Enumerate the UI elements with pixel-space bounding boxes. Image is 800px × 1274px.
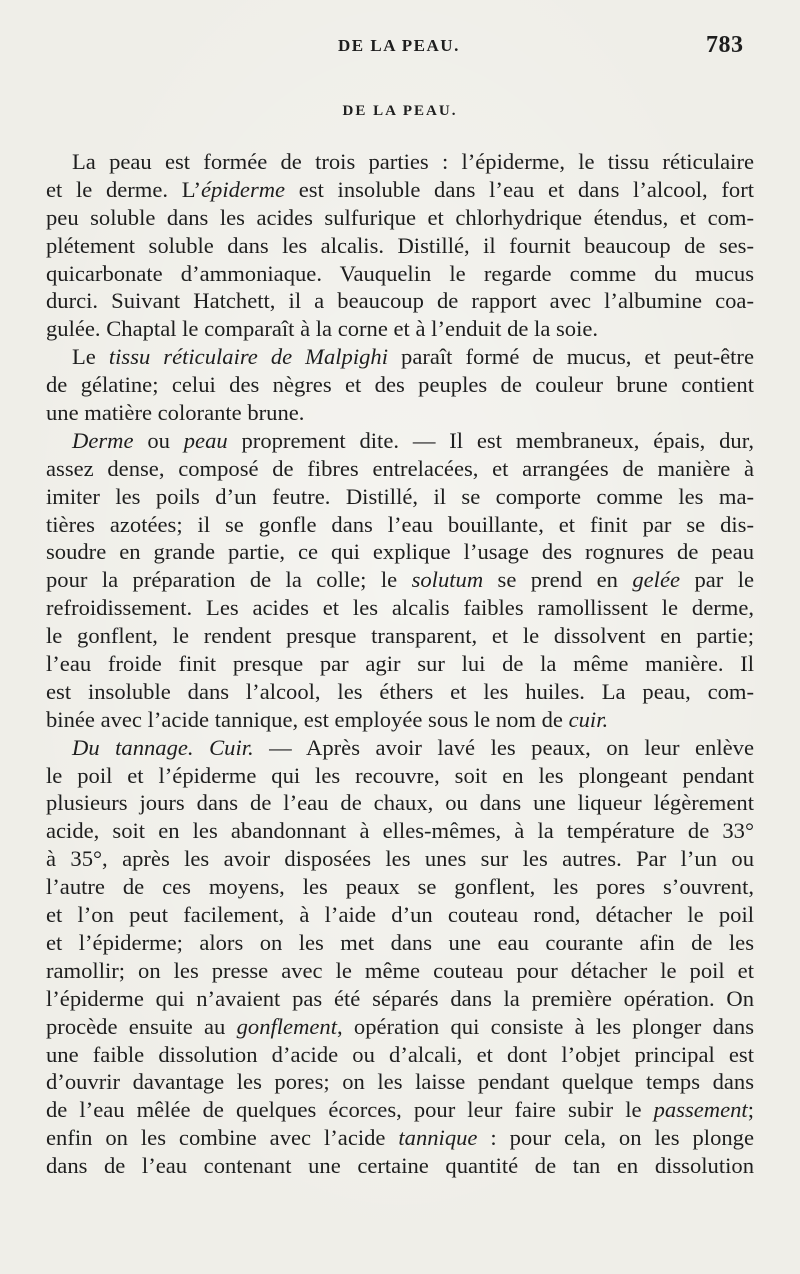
text-run: L’ (181, 176, 202, 202)
text-line (46, 287, 754, 315)
text-run: le poil et l’épiderme qui les recouvre, soit en les plongeant pendant (46, 762, 754, 788)
italic-run: Du tannage. Cuir. (72, 734, 254, 760)
text-line (46, 706, 754, 734)
text-line (46, 176, 754, 204)
text-run: : pour cela, on les plonge (477, 1125, 754, 1151)
text-line (46, 734, 754, 762)
italic-run: tissu réticulaire de Malpighi (108, 344, 389, 370)
italic-run: solutum (411, 567, 484, 593)
italic-run: gonflement (236, 1013, 337, 1039)
italic-run: peau (183, 427, 228, 453)
text-run: une faible dissolution d’acide ou d’alcali, et dont l’objet principal est (46, 1041, 754, 1067)
text-run: l’autre de ces moyens, les peaux se gonflent, les pores s’ouvrent, (46, 874, 754, 900)
text-run: par le (680, 567, 754, 593)
text-line (46, 1068, 754, 1096)
text-run: à 35°, après les avoir disposées les unes sur les autres. Par l’un ou (46, 846, 754, 872)
section-title: DE LA PEAU. (342, 103, 458, 119)
text-line (46, 315, 754, 343)
text-run: dans de l’eau contenant une certaine quantité de tan en dissolution (46, 1153, 754, 1179)
text-run: et l’épiderme; alors on les met dans une eau courante afin de les (46, 929, 754, 955)
text-run: plusieurs jours dans de l’eau de chaux, ou dans une liqueur légèrement (46, 790, 754, 816)
text-run: quicarbonate d’ammoniaque. Vauquelin le regarde comme du mucus (46, 260, 754, 286)
text-line (46, 371, 754, 399)
text-run: de l’eau mêlée de quelques écorces, pour leur faire subir le (46, 1097, 654, 1123)
text-run: plétement soluble dans les alcalis. Distillé, il fournit beaucoup de ses- (46, 232, 754, 258)
text-run: imiter les poils d’un feutre. Distillé, il se comporte comme les ma- (46, 483, 754, 509)
text-run: l’eau froide finit presque par agir sur lui de la même manière. Il (46, 651, 754, 677)
text-line (46, 343, 754, 371)
text-run: une matière colorante brune. (46, 400, 305, 426)
text-run: l’épiderme qui n’avaient pas été séparés dans la première opération. On (46, 985, 754, 1011)
text-line (46, 957, 754, 985)
text-run: , opération qui consiste à les plonger dans (337, 1013, 754, 1039)
text-run: durci. Suivant Hatchett, il a beaucoup de rapport avec l’albumine coa- (46, 288, 754, 314)
text-run: — Après avoir lavé les peaux, on leur enlève (253, 734, 754, 760)
text-line (46, 483, 754, 511)
text-line (46, 1124, 754, 1152)
text-run: acide, soit en les abandonnant à elles-mêmes, à la température de 33° (46, 818, 754, 844)
text-run: pour la préparation de la colle; le (46, 567, 412, 593)
text-run: peu soluble dans les acides sulfurique et chlorhydrique étendus, et com- (46, 204, 754, 230)
text-line (46, 511, 754, 539)
text-run: ; (747, 1097, 754, 1123)
running-title: DE LA PEAU. (338, 36, 460, 55)
text-line (46, 538, 754, 566)
text-run: d’ouvrir davantage les pores; on les laisse pendant quelque temps dans (46, 1069, 754, 1095)
italic-run: cuir. (568, 706, 609, 732)
text-run: enfin on les combine avec l’acide (46, 1125, 399, 1151)
text-run: La peau est formée de trois parties : l’épiderme, le tissu réticulaire (72, 149, 754, 174)
italic-run: tannique (398, 1125, 478, 1151)
text-run: tières azotées; il se gonfle dans l’eau bouillante, et finit par se dis- (46, 511, 754, 537)
text-run: soudre en grande partie, ce qui explique l’usage des rognures de peau (46, 539, 754, 565)
text-line (46, 232, 754, 260)
text-line (46, 873, 754, 901)
text-line (46, 427, 754, 455)
text-line (46, 622, 754, 650)
text-run: procède ensuite au (46, 1013, 237, 1039)
running-head (0, 32, 800, 62)
text-line (46, 204, 754, 232)
text-line (46, 1152, 754, 1180)
text-line (46, 1041, 754, 1069)
text-line (46, 1096, 754, 1124)
text-run: paraît formé de mucus, et peut-être (388, 344, 754, 370)
text-run: Le (72, 344, 109, 370)
text-run: gulée. Chaptal le comparaît à la corne et à l’enduit de la soie. (46, 316, 599, 342)
text-line (46, 594, 754, 622)
text-run: et l’on peut facilement, à l’aide d’un couteau rond, détacher le poil (46, 902, 754, 928)
italic-run: passement (653, 1097, 748, 1123)
text-run: ou (133, 427, 184, 453)
text-run: est insoluble dans l’eau et dans l’alcool, fort (285, 176, 755, 202)
text-run: ramollir; on les presse avec le même couteau pour détacher le poil et (46, 957, 754, 983)
text-run: est insoluble dans l’alcool, les éthers et les huiles. La peau, com- (46, 678, 754, 704)
text-line (46, 789, 754, 817)
text-line (46, 399, 754, 427)
text-run: proprement dite. — Il est membraneux, épais, dur, (227, 427, 754, 453)
text-line (46, 901, 754, 929)
text-line (46, 985, 754, 1013)
text-run: assez dense, composé de fibres entrelacées, et arrangées de manière à (46, 455, 754, 481)
text-line (46, 929, 754, 957)
italic-run: gelée (632, 567, 681, 593)
text-line (46, 762, 754, 790)
text-line (46, 1013, 754, 1041)
text-run: de gélatine; celui des nègres et des peuples de couleur brune contient (46, 372, 754, 398)
text-line (46, 845, 754, 873)
italic-run: épiderme (201, 176, 286, 202)
page-number: 783 (706, 32, 744, 58)
text-line (46, 566, 754, 594)
text-line (46, 260, 754, 288)
text-line (46, 678, 754, 706)
italic-run: Derme (72, 427, 134, 453)
text-line (46, 650, 754, 678)
text-line (46, 455, 754, 483)
text-line (46, 817, 754, 845)
text-run: et le derme. (46, 176, 182, 202)
text-run: se prend en (483, 567, 633, 593)
text-run: refroidissement. Les acides et les alcalis faibles ramollissent le derme, (46, 595, 754, 621)
text-line (46, 148, 754, 176)
body-text (46, 148, 754, 1180)
text-run: le gonflent, le rendent presque transparent, et le dissolvent en partie; (46, 623, 754, 649)
text-run: binée avec l’acide tannique, est employée sous le nom de (46, 706, 569, 732)
